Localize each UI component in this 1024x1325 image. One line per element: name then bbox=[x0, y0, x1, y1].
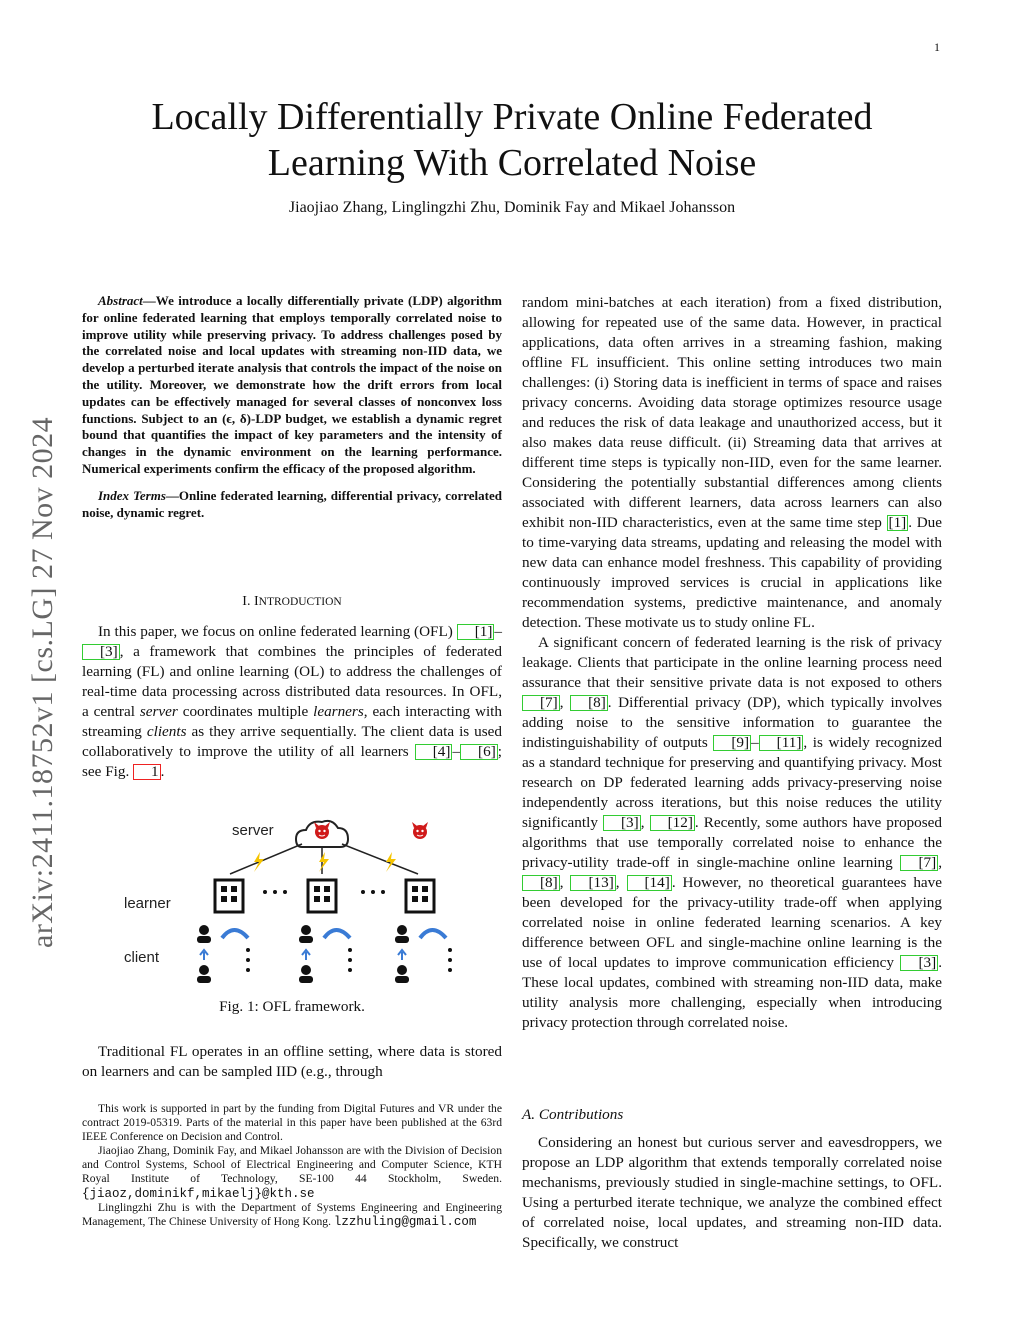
lightning-icon bbox=[254, 852, 264, 872]
figure-label-server: server bbox=[232, 822, 274, 839]
arxiv-stamp: arXiv:2411.18752v1 [cs.LG] 27 Nov 2024 bbox=[26, 416, 59, 948]
learner-building-icon bbox=[215, 880, 243, 912]
arrow-up-icon bbox=[302, 950, 310, 960]
figure-caption: Fig. 1: OFL framework. bbox=[219, 998, 365, 1015]
lightning-icon bbox=[319, 852, 329, 872]
abstract-text: —We introduce a locally differentially private (LDP) algorithm for online federated learning that employs temporally correlated noise to improve utility while preserving privacy. To address challenges posed by the correlated noise and local updates with streaming non-IID data, we develop a perturbed iterate analysis that controls the impact of the noise on the utility. Moreover, we demonstrate how the drift errors from local updates can be effectively managed for several classes of nonconvex loss functions. Subject to an (ϵ, δ)-LDP budget, we establish a dynamic regret bound that quantifies the impact of key parameters and the intensity of changes in the dynamic environment on the learning performance. Numerical experiments confirm the efficacy of the proposed algorithm. bbox=[82, 293, 502, 476]
citation-link[interactable]: [3] bbox=[603, 815, 641, 831]
intro-paragraph: In this paper, we focus on online federated learning (OFL) [1] –[3] , a framework that combines the principles of federated learning (FL) and online learning (OL) to address the challenges of real-time data processing across distributed data resources. In OFL, a central server coordinates multiple learners, each interacting with streaming clients as they arrive sequentially. The client data is used collaboratively to improve the utility of all learners [4] – [6] ; see Fig. 1 . bbox=[82, 623, 503, 780]
index-terms-text: —Online federated learning, differential privacy, correlated noise, dynamic regret. bbox=[82, 487, 502, 520]
citation-link[interactable]: [1] bbox=[457, 624, 495, 640]
ofl-framework-figure bbox=[120, 812, 470, 992]
abstract-label: Abstract bbox=[98, 293, 143, 308]
client-person-icon bbox=[197, 925, 211, 943]
paper-title: Locally Differentially Private Online Federated Learning With Correlated Noise bbox=[151, 96, 873, 184]
citation-link[interactable]: [8] bbox=[570, 695, 608, 711]
section-heading-introduction: I. INTRODUCTION bbox=[242, 594, 342, 609]
citation-link[interactable]: [4] bbox=[415, 744, 453, 760]
figure-label-client: client bbox=[124, 949, 160, 966]
index-terms bbox=[82, 488, 502, 522]
traditional-paragraph: Traditional FL operates in an offline setting, where data is stored on learners and can be sampled IID (e.g., through bbox=[82, 1043, 502, 1080]
curved-arrow-icon bbox=[324, 930, 350, 938]
learner-building-icon bbox=[308, 880, 336, 912]
subsection-heading-contributions: A. Contributions bbox=[522, 1106, 624, 1123]
curved-arrow-icon bbox=[420, 930, 446, 938]
citation-link[interactable]: [11] bbox=[759, 735, 804, 751]
arrow-up-icon bbox=[398, 950, 406, 960]
contributions-paragraph: Considering an honest but curious server and eavesdroppers, we propose an LDP algorithm that extends temporally correlated noise mechanisms, previously studied in single-machine settings, to OFL. Using a perturbed iterate technique, we analyze the combined effect of correlated noise, local updates, and streaming non-IID data. Specifically, we construct bbox=[522, 1134, 942, 1251]
curved-arrow-icon bbox=[222, 930, 248, 938]
citation-link[interactable]: [14] bbox=[627, 875, 672, 891]
figure-link[interactable]: 1 bbox=[133, 764, 161, 780]
citation-link[interactable]: [12] bbox=[650, 815, 695, 831]
citation-link[interactable]: [1] bbox=[888, 514, 907, 531]
citation-link[interactable]: [3] bbox=[900, 955, 938, 971]
client-person-icon bbox=[395, 965, 409, 983]
author-list: Jiaojiao Zhang, Linglingzhi Zhu, Dominik Fay and Mikael Johansson bbox=[288, 199, 736, 216]
email-address[interactable]: {jiaoz,dominikf,mikaelj}@kth.se bbox=[82, 1186, 315, 1201]
citation-link[interactable]: [7] bbox=[900, 855, 938, 871]
client-person-icon bbox=[197, 965, 211, 983]
citation-link[interactable]: [6] bbox=[460, 744, 498, 760]
email-address[interactable]: lzzhuling@gmail.com bbox=[333, 1214, 477, 1229]
footnote: This work is supported in part by the funding from Digital Futures and VR under the contract 2019-05319. Parts of the material in this paper have been published at the 63rd IEEE Conference on Decision and Control. Jiaojiao Zhang, Dominik Fay, and Mikael Johansson are with the Division of Decision and Control Systems, School of Electrical Engineering and Computer Science, KTH Royal Institute of Technology, SE-100 44 Stockholm, Sweden. {jiaoz,dominikf,mikaelj}@kth.se Linglingzhi Zhu is with the Department of Systems Engineering and Engineering Management, The Chinese University of Hong Kong. lzzhuling@gmail.com bbox=[82, 1102, 502, 1229]
client-person-icon bbox=[299, 965, 313, 983]
client-person-icon bbox=[299, 925, 313, 943]
index-terms-label: Index Terms bbox=[98, 487, 166, 503]
page-number: 1 bbox=[934, 40, 940, 54]
eavesdropper-devil-icon bbox=[412, 822, 428, 839]
citation-link[interactable]: [8] bbox=[522, 875, 560, 891]
arrow-up-icon bbox=[200, 950, 208, 960]
citation-link[interactable]: [7] bbox=[522, 695, 560, 711]
abstract bbox=[82, 293, 502, 478]
learner-building-icon bbox=[406, 880, 434, 912]
client-person-icon bbox=[395, 925, 409, 943]
citation-link[interactable]: [3] bbox=[82, 644, 120, 660]
citation-link[interactable]: [13] bbox=[570, 875, 615, 891]
citation-link[interactable]: [9] bbox=[713, 735, 751, 751]
figure-label-learner: learner bbox=[124, 895, 171, 912]
lightning-icon bbox=[386, 852, 396, 872]
left-column bbox=[82, 293, 502, 521]
right-column: random mini-batches at each iteration) from a fixed distribution, allowing for repeated use of the same data. However, in practical applications, data often arrives in a streaming fashion, making offline FL insufficient. This online setting introduces two main challenges: (i) Storing data is inefficient in terms of space and raises privacy concerns. Avoiding data storage optimizes resource usage and reduces the risk of data leakage and unauthorized access, but it also makes data reuse difficult. (ii) Streaming data that arrives at different time steps is typically non-IID, even for the same learner. Considering the potentially substantial differences among clients associated with different learners, data across learners can also exhibit non-IID characteristics, even at the same time step [1] . Due to time-varying data streams, updating and releasing the model with new data can enhance model freshness. This capability of providing continuously improved services is crucial in applications like recommendation systems, predictive maintenance, and anomaly detection. These motivate us to study online FL. A significant concern of federated learning is the risk of privacy leakage. Clients that participate in the online learning process need assurance that their sensitive private data is not exposed to others [7] , [8] . Differential privacy (DP), which typically involves adding noise to the sensitive information to guarantee the indistinguishability of outputs [9] – [11] , is widely recognized as a standard technique for preserving and quantifying privacy. Most research on DP federated learning adds privacy-preserving noise independently across iterations, but this noise reduces the utility significantly [3] , [12] . Recently, some authors have proposed algorithms that use temporally correlated noise to enhance the privacy-utility trade-off in single-machine online learning [7] , [8] , [13] , [14] . However, no theoretical guarantees have been developed for the privacy-utility trade-off when applying correlated noise in online federated learning scenarios. A key difference between OFL and single-machine online learning is the use of local updates to improve communication efficiency [3] . These local updates, combined with streaming non-IID data, make utility analysis more challenging, especially when introducing privacy protection through correlated noise. bbox=[522, 294, 943, 1031]
